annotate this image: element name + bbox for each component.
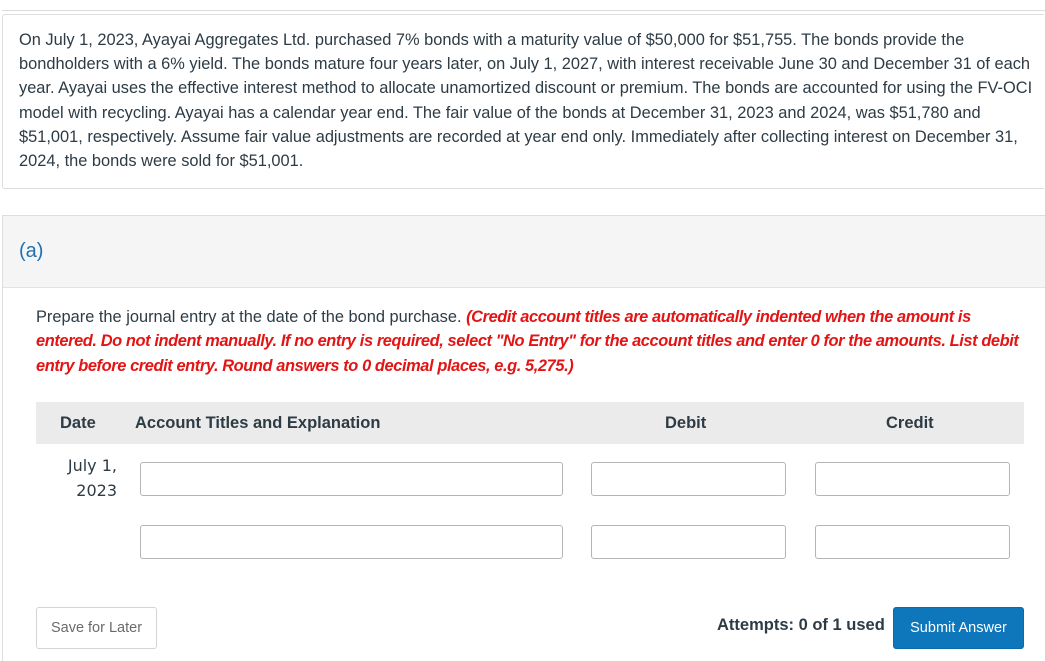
instruction-text: Prepare the journal entry at the date of the bond purchase. bbox=[36, 308, 462, 326]
top-divider bbox=[2, 0, 1045, 11]
instruction-note: (Credit account titles are automatically indented when the amount is entered. Do not indent manually. If no entry is required, select "No Entry" for the account titles and enter 0 for the amounts. List debit entry before credit entry. Round answers to 0 decimal places, e.g. 5,275.) bbox=[36, 308, 1019, 375]
part-header bbox=[3, 216, 1045, 288]
header-debit: Debit bbox=[665, 414, 707, 432]
save-for-later-button[interactable]: Save for Later bbox=[36, 607, 157, 649]
header-date: Date bbox=[60, 414, 96, 432]
debit-input-row1[interactable] bbox=[591, 462, 786, 496]
entry-date bbox=[51, 454, 117, 503]
credit-input-row1[interactable] bbox=[815, 462, 1010, 496]
problem-statement-card bbox=[2, 14, 1044, 189]
problem-text: On July 1, 2023, Ayayai Aggregates Ltd. purchased 7% bonds with a maturity value of $50,000 for $51,755. The bonds provide the bondholders with a 6% yield. The bonds mature four years later, on July 1, 2027, with interest receivable June 30 and December 31 of each year. Ayayai uses the effective interest method to allocate unamortized discount or premium. The bonds are accounted for using the FV-OCI model with recycling. Ayayai has a calendar year end. The fair value of the bonds at December 31, 2023 and 2024, was $51,780 and $51,001, respectively. Assume fair value adjustments are recorded at year end only. Immediately after collecting interest on December 31, 2024, the bonds were sold for $51,001. bbox=[19, 31, 1033, 171]
account-title-input-row2[interactable] bbox=[140, 525, 563, 559]
attempts-counter: Attempts: 0 of 1 used bbox=[717, 616, 885, 634]
journal-table-header bbox=[36, 402, 1024, 444]
part-instructions bbox=[36, 305, 1026, 378]
entry-date-line1: July 1, bbox=[67, 456, 117, 475]
credit-input-row2[interactable] bbox=[815, 525, 1010, 559]
header-account-titles: Account Titles and Explanation bbox=[135, 414, 381, 432]
part-a-card bbox=[2, 215, 1045, 661]
entry-date-line2: 2023 bbox=[76, 480, 117, 500]
header-credit: Credit bbox=[886, 414, 934, 432]
part-label: (a) bbox=[19, 240, 44, 262]
submit-answer-button[interactable]: Submit Answer bbox=[893, 607, 1024, 649]
account-title-input-row1[interactable] bbox=[140, 462, 563, 496]
debit-input-row2[interactable] bbox=[591, 525, 786, 559]
